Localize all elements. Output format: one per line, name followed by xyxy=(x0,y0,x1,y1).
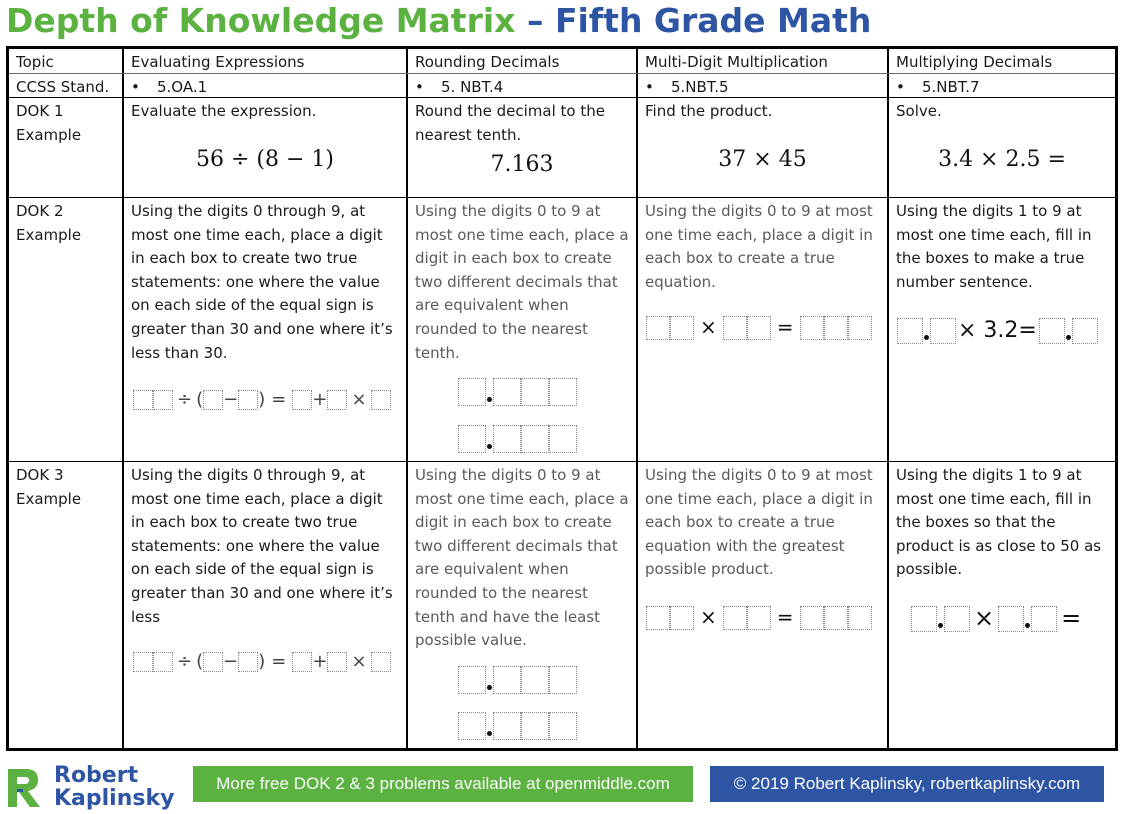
standard-value: 5. NBT.4 xyxy=(441,78,504,96)
digit-box[interactable] xyxy=(848,606,872,630)
divide-sign: ÷ xyxy=(177,651,193,672)
equals-sign: = xyxy=(776,315,794,340)
decimal-point xyxy=(487,731,492,736)
digit-box[interactable] xyxy=(998,606,1024,632)
digit-box[interactable] xyxy=(646,606,670,630)
digit-box[interactable] xyxy=(824,316,848,340)
digit-box[interactable] xyxy=(493,378,521,406)
dok3-rounding-boxes-b xyxy=(458,712,577,740)
digit-box[interactable] xyxy=(1072,318,1098,344)
digit-box[interactable] xyxy=(153,652,173,672)
digit-box[interactable] xyxy=(292,390,312,410)
dok2-decimals-factor: × 3.2= xyxy=(958,318,1037,344)
dok2-decimals-text: Using the digits 1 to 9 at most one time each, fill in the boxes to make a true number sentence. xyxy=(896,202,1092,291)
digit-box[interactable] xyxy=(723,316,747,340)
header-multi-digit-multiplication: Multi-Digit Multiplication xyxy=(645,53,828,71)
digit-box[interactable] xyxy=(493,425,521,453)
digit-box[interactable] xyxy=(133,390,153,410)
logo-text xyxy=(54,764,174,810)
dok1-multiplication-cell xyxy=(638,98,887,197)
digit-box[interactable] xyxy=(1039,318,1065,344)
standard-value: 5.OA.1 xyxy=(157,78,208,96)
digit-box[interactable] xyxy=(371,390,391,410)
digit-box[interactable] xyxy=(203,390,223,410)
digit-box[interactable] xyxy=(327,390,347,410)
equals-sign: = xyxy=(776,605,794,630)
header-rounding-decimals: Rounding Decimals xyxy=(415,53,560,71)
decimal-point xyxy=(924,335,929,340)
digit-box[interactable] xyxy=(911,606,937,632)
digit-box[interactable] xyxy=(521,712,549,740)
times-sign: × xyxy=(700,605,717,630)
plus-sign: + xyxy=(312,651,328,672)
digit-box[interactable] xyxy=(458,425,486,453)
dok3-rounding-cell xyxy=(408,462,636,748)
copyright-banner[interactable]: © 2019 Robert Kaplinsky, robertkaplinsky.com xyxy=(710,766,1104,802)
dok3-decimals-text: Using the digits 1 to 9 at most one time each, fill in the boxes so that the product is as close to 50 as possible. xyxy=(896,466,1102,579)
digit-box[interactable] xyxy=(646,316,670,340)
standard-value: 5.NBT.5 xyxy=(671,78,729,96)
open-paren: ( xyxy=(196,389,204,410)
decimal-point xyxy=(938,623,943,628)
decimal-point xyxy=(1066,335,1071,340)
page-title xyxy=(6,0,871,42)
dok-matrix-table xyxy=(6,46,1118,751)
dok1-decimals-cell xyxy=(889,98,1115,197)
dok3-evaluating-text: Using the digits 0 through 9, at most one time each, place a digit in each box to create two true statements: one where the value on each side of the equal sign is greater than 30 and one where it’s less xyxy=(131,466,393,626)
digit-box[interactable] xyxy=(153,390,173,410)
logo-line2: Kaplinsky xyxy=(54,786,175,811)
decimal-point xyxy=(487,685,492,690)
digit-box[interactable] xyxy=(944,606,970,632)
dok2-decimals-cell xyxy=(889,198,1115,461)
bullet: • xyxy=(896,78,905,96)
standard-cell xyxy=(408,74,636,97)
header-topic: Topic xyxy=(16,53,54,71)
standards-label: CCSS Stand. xyxy=(16,78,110,96)
digit-box[interactable] xyxy=(371,652,391,672)
digit-box[interactable] xyxy=(723,606,747,630)
digit-box[interactable] xyxy=(238,390,258,410)
dok3-multiplication-text: Using the digits 0 to 9 at most one time each, place a digit in each box to create a true equation with the greatest possible product. xyxy=(645,466,873,579)
digit-box[interactable] xyxy=(848,316,872,340)
minus-sign: − xyxy=(223,389,239,410)
digit-box[interactable] xyxy=(458,378,486,406)
digit-box[interactable] xyxy=(521,425,549,453)
digit-box[interactable] xyxy=(521,666,549,694)
open-paren: ( xyxy=(196,651,204,672)
times-sign: × xyxy=(974,604,995,633)
digit-box[interactable] xyxy=(458,712,486,740)
dok1-multiplication-text: Find the product. xyxy=(645,102,773,120)
standard-cell xyxy=(889,74,1115,97)
title-part1: Depth of Knowledge Matrix xyxy=(6,1,516,40)
times-sign: × xyxy=(351,651,367,672)
equals-sign: = xyxy=(271,651,287,672)
digit-box[interactable] xyxy=(458,666,486,694)
title-part2: Fifth Grade Math xyxy=(554,1,872,40)
dok2-evaluating-text: Using the digits 0 through 9, at most one time each, place a digit in each box to create two true statements: one where the value on each side of the equal sign is greater than 30 and one where it’s less than 30. xyxy=(131,202,393,362)
close-paren: ) xyxy=(258,651,266,672)
dok1-multiplication-expression: 37 × 45 xyxy=(718,147,807,172)
digit-box[interactable] xyxy=(670,316,694,340)
dok3-rounding-text: Using the digits 0 to 9 at most one time each, place a digit in each box to create two different decimals that are equivalent when rounded to the nearest tenth and have the least possible value. xyxy=(415,466,629,650)
standard-cell xyxy=(124,74,406,97)
bullet: • xyxy=(645,78,654,96)
close-paren: ) xyxy=(258,389,266,410)
title-dash: – xyxy=(515,1,555,40)
digit-box[interactable] xyxy=(521,378,549,406)
decimal-point xyxy=(487,397,492,402)
dok3-multiplication-cell xyxy=(638,462,887,748)
digit-box[interactable] xyxy=(824,606,848,630)
digit-box[interactable] xyxy=(1031,606,1057,632)
openmiddle-banner[interactable]: More free DOK 2 & 3 problems available at openmiddle.com xyxy=(193,766,693,802)
digit-box[interactable] xyxy=(670,606,694,630)
dok1-evaluating-cell xyxy=(124,98,406,197)
dok2-rounding-boxes-a xyxy=(458,378,577,406)
equals-sign: = xyxy=(271,389,287,410)
digit-box[interactable] xyxy=(292,652,312,672)
dok2-multiplication-text: Using the digits 0 to 9 at most one time each, place a digit in each box to create a true equation. xyxy=(645,202,873,291)
digit-box[interactable] xyxy=(133,652,153,672)
dok1-evaluating-text: Evaluate the expression. xyxy=(131,102,317,120)
rk-logo-icon xyxy=(4,765,44,809)
dok2-decimals-boxes xyxy=(897,318,1098,344)
dok2-rounding-text: Using the digits 0 to 9 at most one time each, place a digit in each box to create two different decimals that are equivalent when rounded to the nearest tenth. xyxy=(415,202,629,362)
dok2-label: DOK 2 Example xyxy=(16,202,82,244)
digit-box[interactable] xyxy=(800,606,824,630)
digit-box[interactable] xyxy=(327,652,347,672)
digit-box[interactable] xyxy=(930,318,956,344)
dok2-multiplication-cell xyxy=(638,198,887,461)
header-evaluating-expressions: Evaluating Expressions xyxy=(131,53,305,71)
digit-box[interactable] xyxy=(493,666,521,694)
dok3-rounding-boxes-a xyxy=(458,666,577,694)
header-multiplying-decimals: Multiplying Decimals xyxy=(896,53,1053,71)
robert-kaplinsky-logo[interactable] xyxy=(4,762,174,812)
divide-sign: ÷ xyxy=(177,389,193,410)
times-sign: × xyxy=(351,389,367,410)
logo-line1: Robert xyxy=(54,763,139,788)
dok1-rounding-text: Round the decimal to the nearest tenth. xyxy=(415,102,605,144)
bullet: • xyxy=(415,78,424,96)
digit-box[interactable] xyxy=(238,652,258,672)
digit-box[interactable] xyxy=(747,606,771,630)
dok2-evaluating-cell xyxy=(124,198,406,461)
digit-box[interactable] xyxy=(800,316,824,340)
plus-sign: + xyxy=(312,389,328,410)
times-sign: × xyxy=(700,315,717,340)
digit-box[interactable] xyxy=(493,712,521,740)
dok1-decimals-text: Solve. xyxy=(896,102,942,120)
digit-box[interactable] xyxy=(549,712,577,740)
dok2-rounding-cell xyxy=(408,198,636,461)
dok3-decimals-boxes xyxy=(911,606,1081,632)
standard-value: 5.NBT.7 xyxy=(922,78,980,96)
digit-box[interactable] xyxy=(549,378,577,406)
dok1-evaluating-expression: 56 ÷ (8 − 1) xyxy=(196,147,334,172)
bullet: • xyxy=(131,78,140,96)
dok1-label: DOK 1 Example xyxy=(16,102,82,144)
dok3-label: DOK 3 Example xyxy=(16,466,82,508)
minus-sign: − xyxy=(223,651,239,672)
dok1-decimals-expression: 3.4 × 2.5 = xyxy=(938,147,1066,172)
dok2-rounding-boxes-b xyxy=(458,425,577,453)
digit-box[interactable] xyxy=(747,316,771,340)
standard-cell xyxy=(638,74,887,97)
dok1-rounding-expression: 7.163 xyxy=(490,152,554,177)
digit-box[interactable] xyxy=(897,318,923,344)
equals-sign: = xyxy=(1061,604,1082,633)
dok2-evaluating-box-equation xyxy=(133,388,391,412)
dok2-multiplication-boxes xyxy=(646,316,872,340)
decimal-point xyxy=(487,444,492,449)
dok3-evaluating-box-equation xyxy=(133,650,391,674)
decimal-point xyxy=(1025,623,1030,628)
dok1-rounding-cell xyxy=(408,98,636,197)
digit-box[interactable] xyxy=(549,666,577,694)
dok3-evaluating-cell xyxy=(124,462,406,748)
digit-box[interactable] xyxy=(203,652,223,672)
dok3-decimals-cell xyxy=(889,462,1115,748)
dok3-multiplication-boxes xyxy=(646,606,872,630)
digit-box[interactable] xyxy=(549,425,577,453)
